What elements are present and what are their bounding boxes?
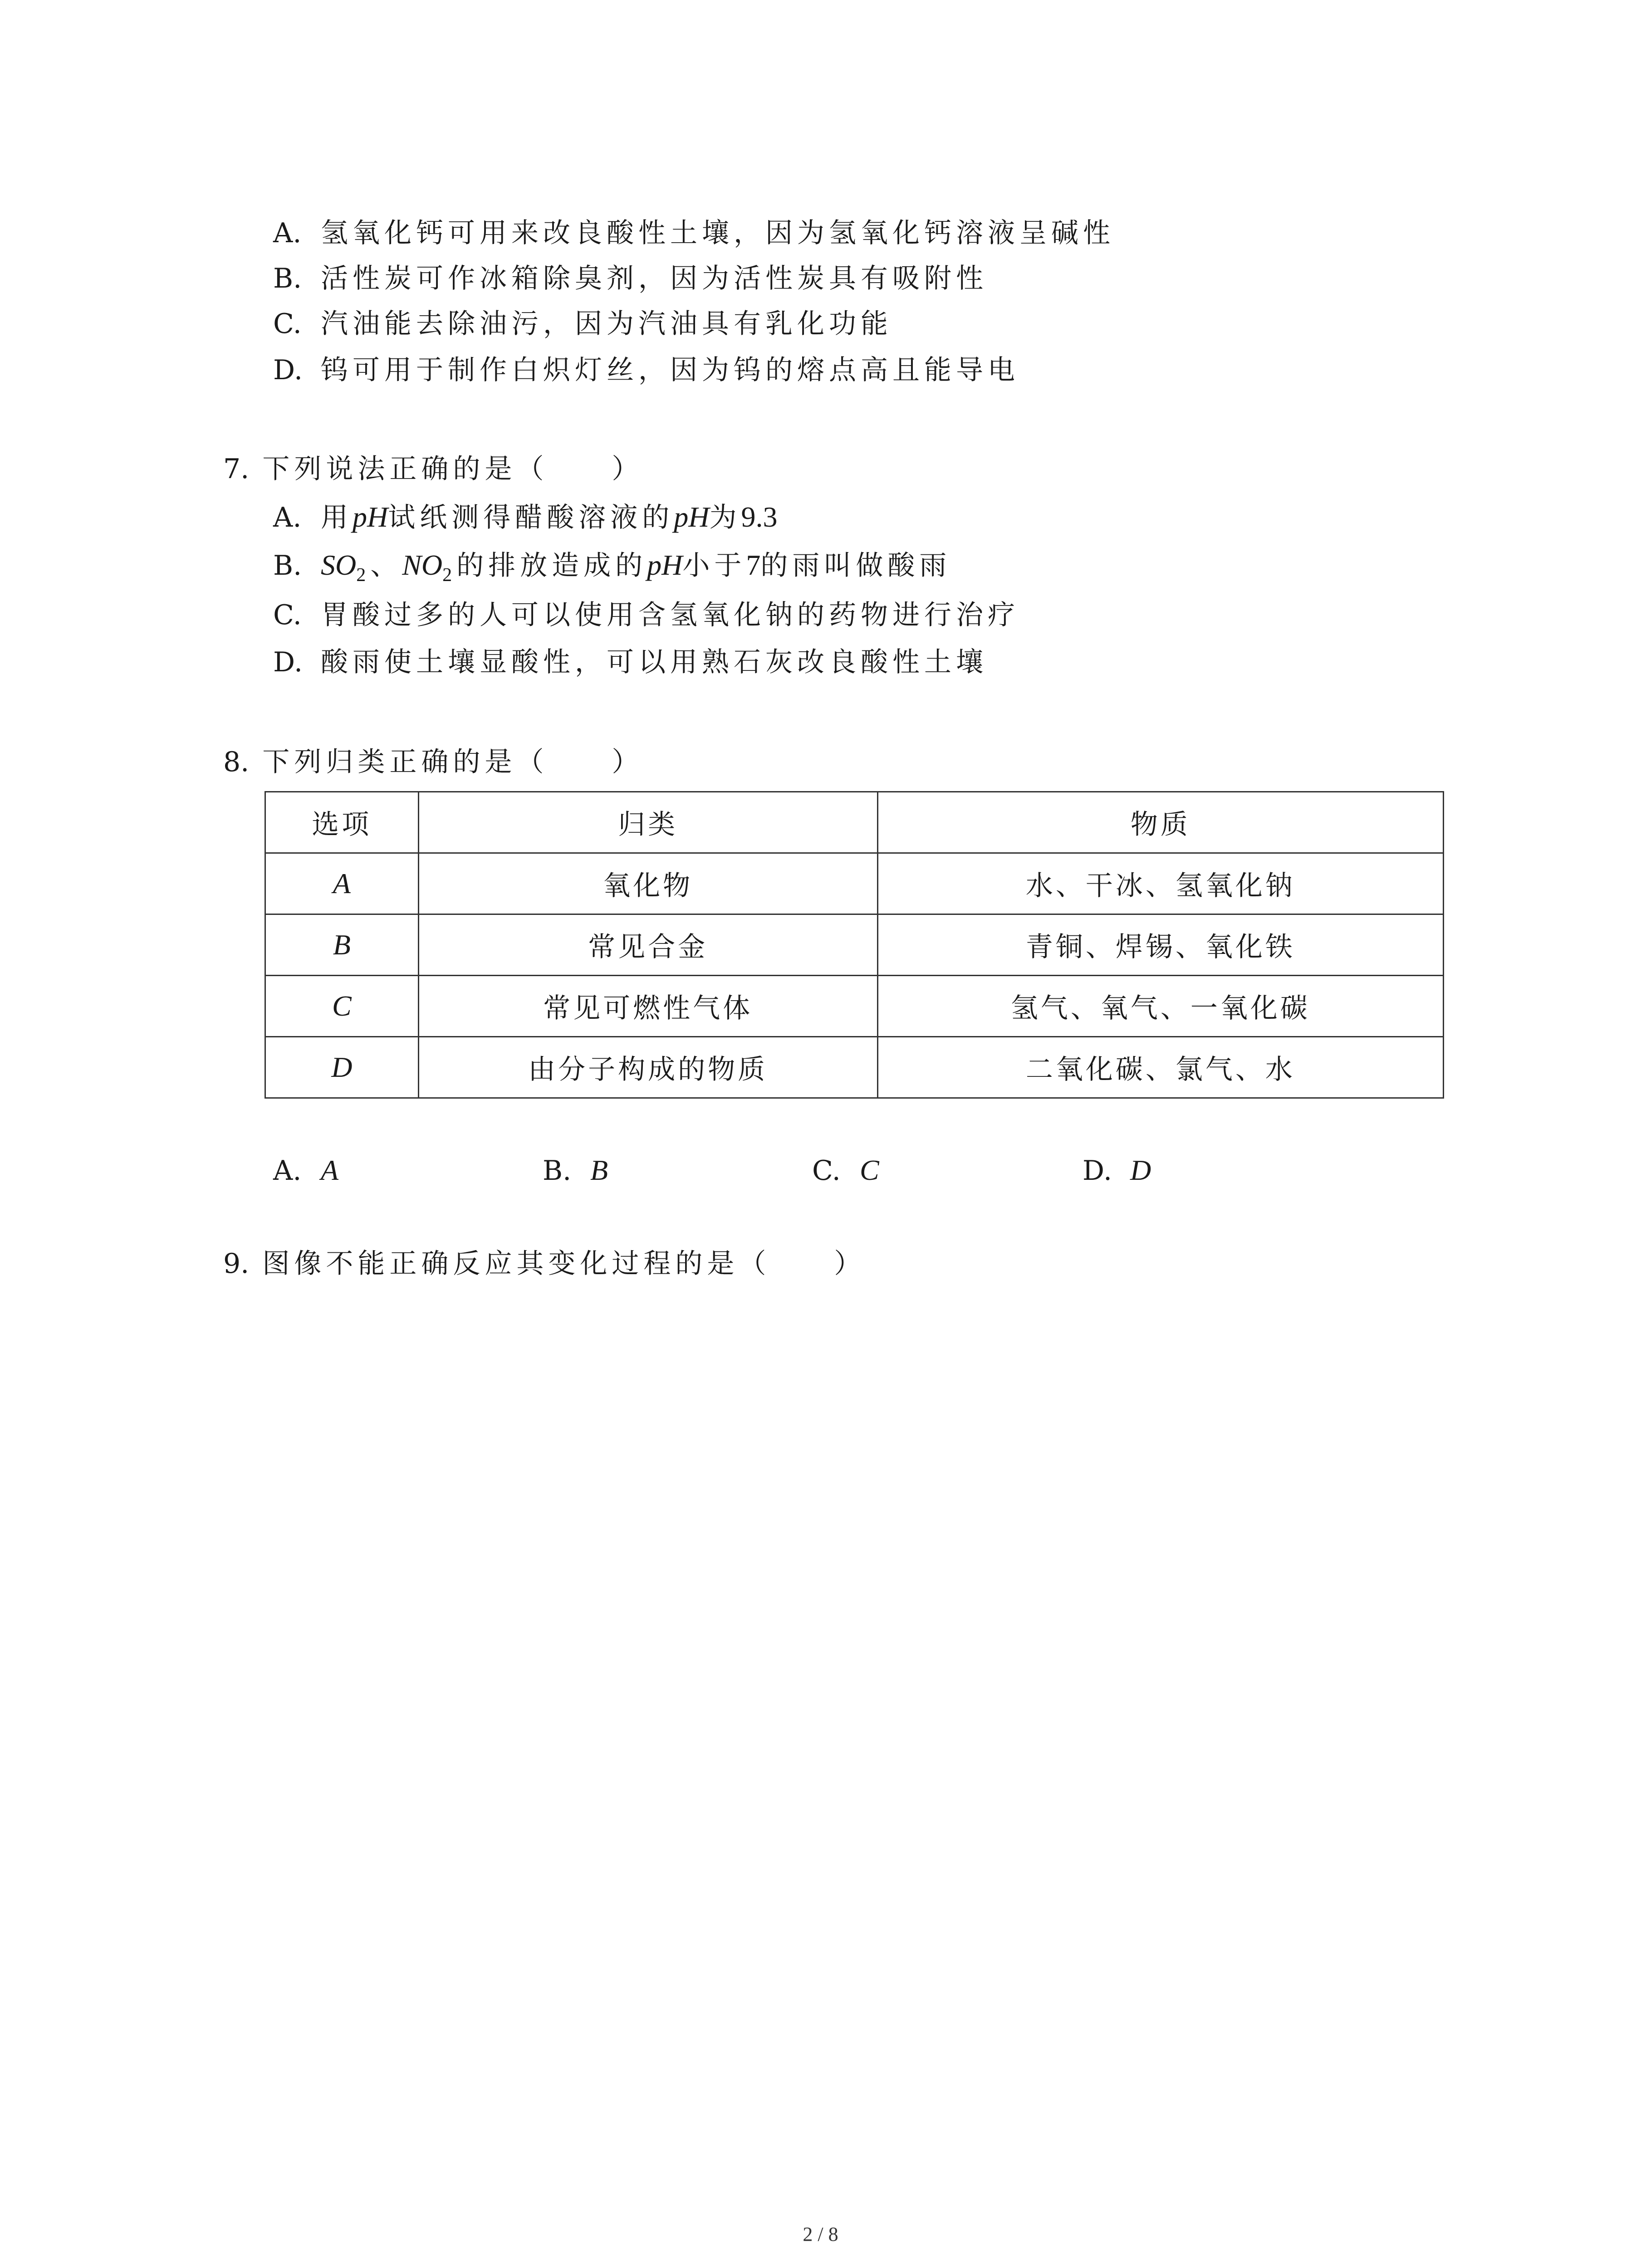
q6-option-c [273, 306, 892, 342]
q8-stem [223, 744, 643, 780]
option-label: C. [812, 1155, 841, 1187]
option-label: C. [273, 308, 302, 340]
q6-option-b [273, 260, 988, 297]
option-label: B. [273, 263, 302, 294]
subscript: 2 [442, 565, 457, 586]
row-key: B [265, 914, 419, 976]
page-number: 2 / 8 [803, 2223, 838, 2245]
table-row [265, 914, 1444, 976]
row-key: D [265, 1037, 419, 1098]
option-text: 活性炭可作冰箱除臭剂，因为活性炭具有吸附性 [321, 263, 988, 294]
q8-answer-d [1083, 1152, 1151, 1189]
question-stem: 下列说法正确的是（ ） [262, 453, 644, 485]
option-text: 胃酸过多的人可以使用含氢氧化钠的药物进行治疗 [321, 599, 1019, 631]
question-stem: 下列归类正确的是（ ） [262, 746, 644, 778]
option-value: D [1130, 1154, 1151, 1186]
subscript: 2 [356, 565, 371, 586]
table-header-row [265, 792, 1444, 853]
row-substances: 水、干冰、氢氧化钠 [877, 853, 1443, 914]
q7-option-d [273, 644, 988, 680]
row-substances: 氢气、氧气、一氧化碳 [877, 976, 1443, 1037]
table-row [265, 853, 1444, 914]
math-ph: pH [674, 501, 710, 533]
option-value: A [321, 1154, 339, 1186]
row-key: C [265, 976, 419, 1037]
row-category: 常见合金 [418, 914, 877, 976]
q7-stem [223, 451, 643, 487]
row-substances: 二氧化碳、氯气、水 [877, 1037, 1443, 1098]
option-label: A. [273, 217, 302, 249]
option-text: 汽油能去除油污，因为汽油具有乳化功能 [321, 308, 892, 340]
option-label: D. [1083, 1155, 1112, 1187]
q7-option-b [273, 547, 951, 593]
math-so: SO [321, 549, 357, 581]
number-value: 7 [746, 549, 761, 581]
row-key: A [265, 853, 419, 914]
q7-option-c [273, 597, 1019, 633]
header-option: 选项 [265, 792, 419, 853]
q6-option-d [273, 352, 1019, 388]
math-ph: pH [647, 549, 683, 581]
q6-option-a [273, 215, 1115, 251]
option-value: B [590, 1154, 608, 1186]
option-text: 小于 [682, 550, 746, 582]
q7-option-a [273, 499, 777, 536]
option-text: 试纸测得醋酸溶液的 [388, 502, 674, 533]
table-row [265, 976, 1444, 1037]
number-value: 9.3 [741, 501, 778, 533]
option-text: 的排放造成的 [456, 550, 647, 582]
header-substances: 物质 [877, 792, 1443, 853]
q8-answer-b [543, 1152, 608, 1189]
q8-answer-c [812, 1152, 879, 1189]
option-label: A. [273, 502, 302, 533]
option-label: B. [273, 550, 302, 582]
math-no: NO [402, 549, 443, 581]
row-category: 常见可燃性气体 [418, 976, 877, 1037]
option-text: 、 [370, 550, 402, 582]
q8-answer-a [273, 1152, 338, 1189]
option-value: C [860, 1154, 879, 1186]
option-label: B. [543, 1155, 572, 1187]
math-ph: pH [353, 501, 388, 533]
question-stem: 图像不能正确反应其变化过程的是（ ） [262, 1248, 866, 1280]
table-row [265, 1037, 1444, 1098]
question-number: 7. [223, 453, 250, 485]
option-text: 为 [709, 502, 741, 533]
option-label: D. [273, 646, 303, 678]
row-category: 氧化物 [418, 853, 877, 914]
option-text: 用 [321, 502, 353, 533]
q9-stem [223, 1246, 866, 1282]
row-category: 由分子构成的物质 [418, 1037, 877, 1098]
option-label: D. [273, 354, 303, 386]
option-text: 氢氧化钙可用来改良酸性土壤，因为氢氧化钙溶液呈碱性 [321, 217, 1115, 249]
option-text: 酸雨使土壤显酸性，可以用熟石灰改良酸性土壤 [321, 646, 988, 678]
option-text: 钨可用于制作白炽灯丝，因为钨的熔点高且能导电 [321, 354, 1019, 386]
question-number: 8. [223, 746, 250, 778]
header-category: 归类 [418, 792, 877, 853]
classification-table [265, 791, 1444, 1099]
option-label: A. [273, 1155, 302, 1187]
option-text: 的雨叫做酸雨 [760, 550, 951, 582]
row-substances: 青铜、焊锡、氧化铁 [877, 914, 1443, 976]
option-label: C. [273, 599, 302, 631]
question-number: 9. [223, 1248, 250, 1280]
